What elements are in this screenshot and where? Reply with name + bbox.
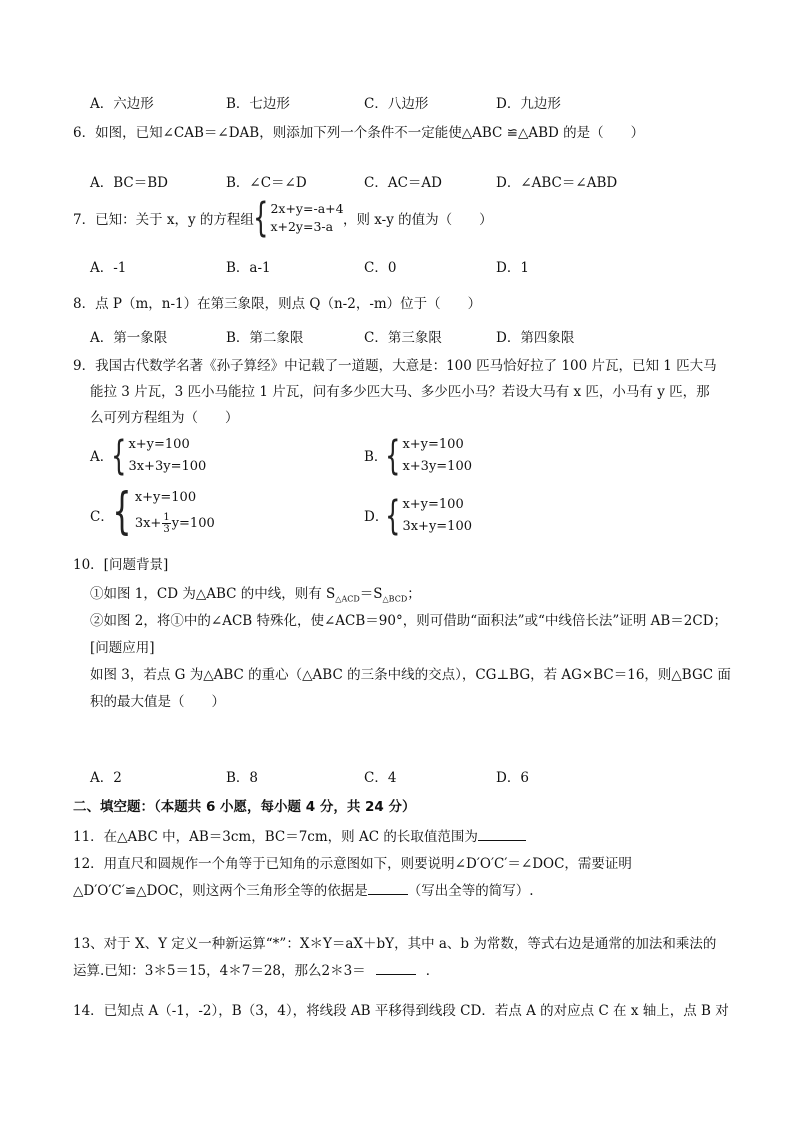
q5-option-a: A．六边形 (90, 96, 154, 112)
q9-option-d-system (384, 494, 472, 538)
q10-option-a: A．2 (90, 770, 122, 786)
q9-d-eq2: 3x+y=100 (402, 519, 472, 534)
q8-option-b: B．第二象限 (226, 330, 304, 346)
q7-option-b: B．a-1 (226, 260, 271, 276)
q8-option-c: C．第三象限 (364, 330, 442, 346)
q5-option-b: B．七边形 (226, 96, 290, 112)
q10-line3: [问题应用] (90, 640, 155, 656)
q9-c-eq2-pre: 3x+ (134, 516, 162, 531)
q13-line2 (73, 962, 439, 980)
q9-option-c-label: C． (90, 509, 114, 525)
answer-blank[interactable] (376, 962, 416, 975)
q10-option-d: D．6 (496, 770, 529, 786)
q9-option-a-system (110, 434, 206, 478)
fraction-denominator: 3 (163, 524, 170, 535)
subscript: △ACD (335, 594, 360, 604)
q10-line1-post: ； (407, 586, 421, 602)
q6-option-b: B．∠C＝∠D (226, 175, 307, 191)
q7-stem-prefix: 7．已知：关于 x，y 的方程组 (73, 212, 254, 228)
q9-option-b-system (384, 434, 472, 478)
q12-line1: 12．用直尺和圆规作一个角等于已知角的示意图如下，则要说明∠D′O′C′＝∠DOC，需要证明 (73, 856, 632, 872)
q8-option-a: A．第一象限 (90, 330, 168, 346)
fraction (162, 512, 170, 535)
brace-symbol: { (111, 433, 127, 479)
q6-option-c: C．AC＝AD (364, 175, 442, 191)
q12-line2 (73, 882, 534, 900)
q10-line1-pre: ①如图 1，CD 为△ABC 的中线，则有 S (90, 586, 336, 602)
section-2-heading: 二、填空题：（本题共 6 小愿，每小题 4 分，共 24 分） (73, 799, 416, 815)
q7-eq1: 2x+y=-a+4 (270, 201, 344, 216)
q10-line2: ②如图 2，将①中的∠ACB 特殊化，使∠ACB＝90°，则可借助“面积法”或“中线倍长法”证明 AB＝2CD； (90, 613, 728, 629)
q7-eq2: x+2y=3-a (270, 219, 334, 234)
q9-option-b-label: B． (364, 449, 388, 465)
q7-option-a: A．-1 (90, 260, 127, 276)
q10-option-b: B．8 (226, 770, 259, 786)
q9-b-eq2: x+3y=100 (402, 459, 472, 474)
q7-option-d: D．1 (496, 260, 529, 276)
q9-b-eq1: x+y=100 (402, 437, 464, 452)
brace-symbol: { (112, 482, 132, 540)
q11-text: 11．在△ABC 中，AB＝3cm，BC＝7cm，则 AC 的长取值范围为 (73, 829, 478, 845)
q9-c-eq1: x+y=100 (134, 490, 197, 505)
q9-d-eq1: x+y=100 (402, 497, 464, 512)
q9-line1: 9．我国古代数学名著《孙子算经》中记载了一道题，大意是：100 匹马恰好拉了 100 片瓦，已知 1 匹大马 (73, 358, 717, 374)
q14-line1: 14．已知点 A（-1，-2），B（3，4），将线段 AB 平移得到线段 CD．若点 A 的对应点 C 在 x 轴上，点 B 对 (73, 1003, 729, 1019)
q5-option-c: C．八边形 (364, 96, 429, 112)
q9-line3: 么可列方程组为（ ） (90, 410, 239, 426)
q8-stem: 8．点 P（m，n-1）在第三象限，则点 Q（n-2，-m）位于（ ） (73, 296, 482, 312)
q9-c-eq2 (135, 511, 215, 537)
q5-option-d: D．九边形 (496, 96, 561, 112)
q13-line2-post: ． (425, 963, 440, 979)
q10-line5: 积的最大值是（ ） (90, 694, 225, 710)
q7-option-c: C．0 (364, 260, 397, 276)
q13-line1: 13、对于 X、Y 定义一种新运算“*”：X＊Y＝aX＋bY，其中 a、b 为常数，等式右边是通常的加法和乘法的 (73, 936, 717, 952)
q10-option-c: C．4 (364, 770, 397, 786)
fraction-numerator: 1 (163, 512, 170, 523)
brace-symbol: { (253, 195, 269, 241)
q6-option-a: A．BC＝BD (90, 175, 168, 191)
q9-a-eq2: 3x+3y=100 (128, 459, 207, 474)
q13-line2-pre: 运算.已知：3＊5＝15，4＊7＝28，那么2＊3＝ (73, 963, 366, 979)
q9-line2: 能拉 3 片瓦，3 匹小马能拉 1 片瓦，问有多少匹大马、多少匹小马？若设大马有 x 匹，小马有 y 匹，那 (90, 384, 710, 400)
q7-equation-system (252, 195, 344, 241)
brace-symbol: { (385, 433, 401, 479)
q10-line1-mid: ＝S (359, 586, 383, 602)
q9-a-eq1: x+y=100 (128, 437, 190, 452)
subscript: △BCD (382, 594, 408, 604)
q9-option-a-label: A． (90, 449, 114, 465)
q9-c-eq2-post: y=100 (171, 516, 215, 531)
q8-option-d: D．第四象限 (496, 330, 575, 346)
q10-line1 (90, 585, 421, 609)
q6-option-d: D．∠ABC＝∠ABD (496, 175, 618, 191)
q9-option-c-system (110, 482, 215, 540)
q10-line4: 如图 3，若点 G 为△ABC 的重心（△ABC 的三条中线的交点），CG⊥BG，若 AG×BC＝16，则△BGC 面 (90, 667, 731, 683)
q11 (73, 828, 526, 846)
q9-option-d-label: D． (364, 509, 389, 525)
answer-blank[interactable] (368, 882, 408, 895)
brace-symbol: { (385, 493, 401, 539)
q6-stem: 6．如图，已知∠CAB＝∠DAB，则添加下列一个条件不一定能使△ABC ≌△ABD 的是（ ） (73, 125, 645, 141)
answer-blank[interactable] (478, 828, 526, 841)
q12-line2-pre: △D′O′C′≌△DOC，则这两个三角形全等的依据是 (73, 883, 368, 899)
q7-stem-suffix: ，则 x-y 的值为（ ） (343, 212, 493, 228)
q12-line2-post: （写出全等的简写）. (407, 883, 534, 899)
q10-title: 10．[问题背景] (73, 557, 169, 573)
